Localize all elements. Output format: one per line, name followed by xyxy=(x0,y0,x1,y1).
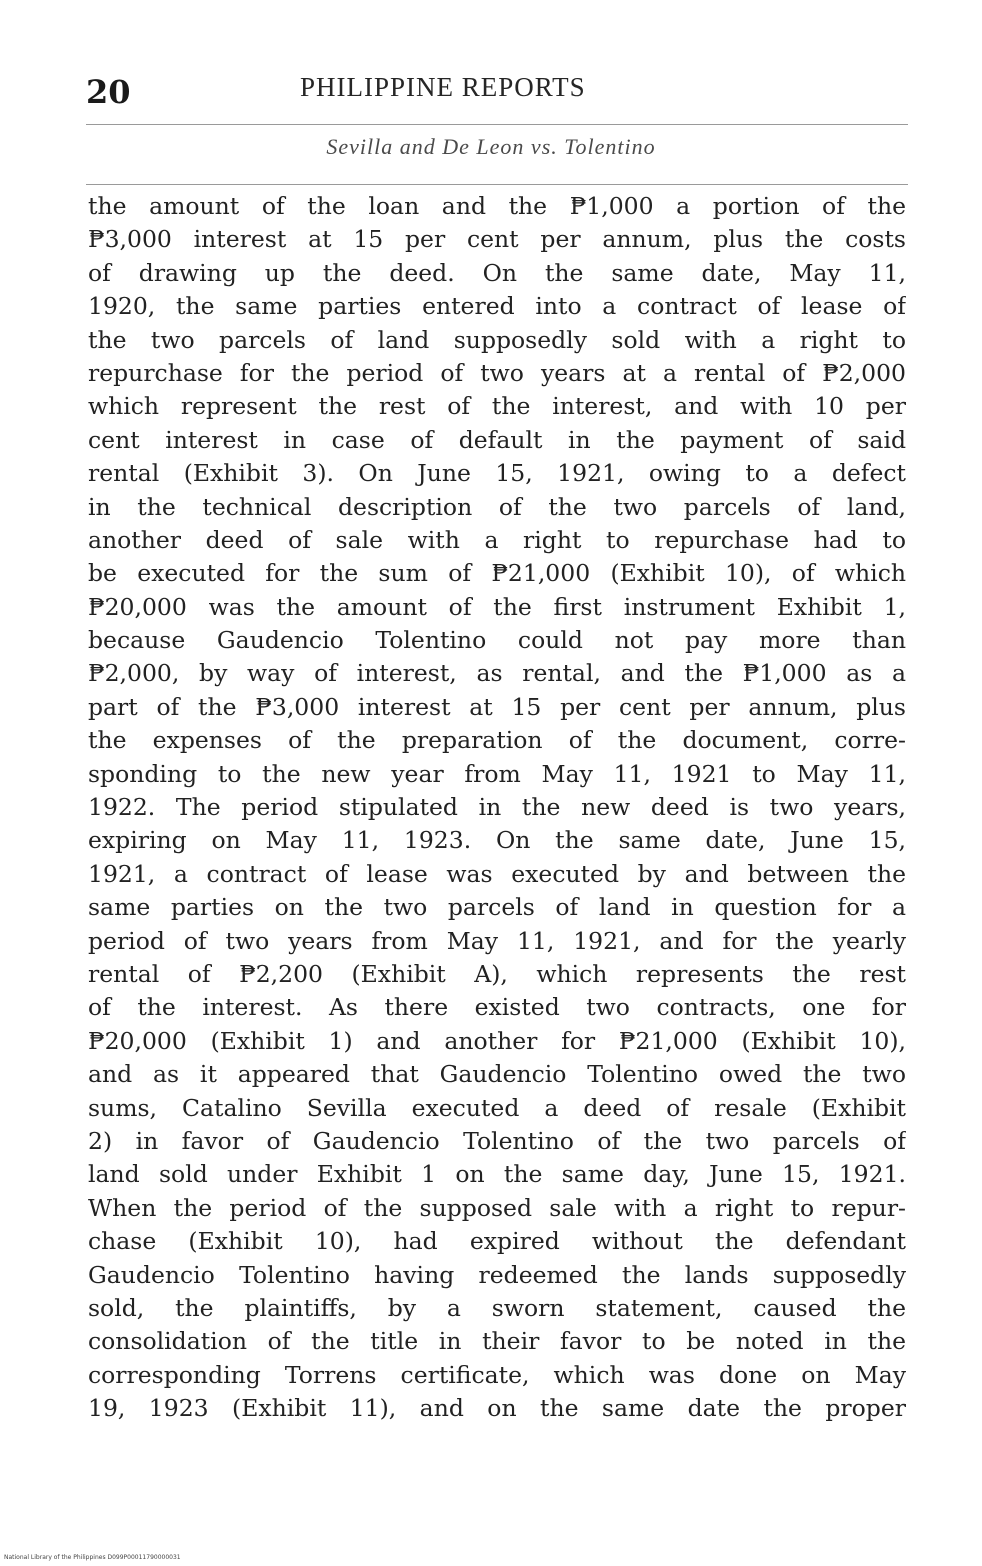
case-caption: Sevilla and De Leon vs. Tolentino xyxy=(326,134,656,159)
page-number: 20 xyxy=(86,73,131,111)
text-line: sold, the plaintiffs, by a sworn statement, caused the xyxy=(88,1293,906,1322)
text-line: the two parcels of land supposedly sold with a right to xyxy=(88,325,906,354)
text-line: 2) in favor of Gaudencio Tolentino of the two parcels of xyxy=(88,1126,906,1155)
body-text xyxy=(88,190,906,1425)
header-rule-bottom xyxy=(86,184,908,185)
text-line: rental of ₱2,200 (Exhibit A), which represents the rest xyxy=(88,959,906,988)
text-line: 19, 1923 (Exhibit 11), and on the same date the proper xyxy=(88,1394,906,1423)
text-line: ₱3,000 interest at 15 per cent per annum, plus the costs xyxy=(88,225,906,254)
text-line: 1921, a contract of lease was executed by and between the xyxy=(88,859,906,888)
scan-credit-footer: National Library of the Philippines D099P00011790000031 xyxy=(4,1554,181,1561)
text-line: because Gaudencio Tolentino could not pay more than xyxy=(88,626,906,655)
text-line: land sold under Exhibit 1 on the same day, June 15, 1921. xyxy=(88,1160,906,1189)
text-line: cent interest in case of default in the payment of said xyxy=(88,425,906,454)
text-line: sums, Catalino Sevilla executed a deed of resale (Exhibit xyxy=(88,1093,906,1122)
text-line: rental (Exhibit 3). On June 15, 1921, owing to a defect xyxy=(88,459,906,488)
text-line: the expenses of the preparation of the document, corre- xyxy=(88,726,906,755)
text-line: ₱20,000 (Exhibit 1) and another for ₱21,000 (Exhibit 10), xyxy=(88,1026,906,1055)
text-line: ₱2,000, by way of interest, as rental, and the ₱1,000 as a xyxy=(88,659,906,688)
text-line: 1922. The period stipulated in the new deed is two years, xyxy=(88,793,906,822)
text-line: in the technical description of the two parcels of land, xyxy=(88,492,906,521)
text-line: corresponding Torrens certificate, which was done on May xyxy=(88,1360,906,1389)
text-line: of drawing up the deed. On the same date, May 11, xyxy=(88,258,906,287)
text-line: When the period of the supposed sale with a right to repur- xyxy=(88,1193,906,1222)
text-line: of the interest. As there existed two contracts, one for xyxy=(88,993,906,1022)
text-line: chase (Exhibit 10), had expired without the defendant xyxy=(88,1227,906,1256)
header-rule-top xyxy=(86,124,908,125)
text-line: same parties on the two parcels of land in question for a xyxy=(88,893,906,922)
text-line: Gaudencio Tolentino having redeemed the lands supposedly xyxy=(88,1260,906,1289)
text-line: repurchase for the period of two years at a rental of ₱2,000 xyxy=(88,358,906,387)
text-line: and as it appeared that Gaudencio Tolentino owed the two xyxy=(88,1060,906,1089)
running-head: PHILIPPINE REPORTS xyxy=(300,72,586,102)
text-line: ₱20,000 was the amount of the first instrument Exhibit 1, xyxy=(88,592,906,621)
text-line: period of two years from May 11, 1921, and for the yearly xyxy=(88,926,906,955)
text-line: 1920, the same parties entered into a contract of lease of xyxy=(88,292,906,321)
text-line: sponding to the new year from May 11, 1921 to May 11, xyxy=(88,759,906,788)
text-line: part of the ₱3,000 interest at 15 per cent per annum, plus xyxy=(88,692,906,721)
text-line: consolidation of the title in their favor to be noted in the xyxy=(88,1327,906,1356)
text-line: another deed of sale with a right to repurchase had to xyxy=(88,525,906,554)
text-line: which represent the rest of the interest, and with 10 per xyxy=(88,392,906,421)
text-line: the amount of the loan and the ₱1,000 a portion of the xyxy=(88,192,906,220)
text-line: expiring on May 11, 1923. On the same date, June 15, xyxy=(88,826,906,855)
text-line: be executed for the sum of ₱21,000 (Exhibit 10), of which xyxy=(88,559,906,588)
